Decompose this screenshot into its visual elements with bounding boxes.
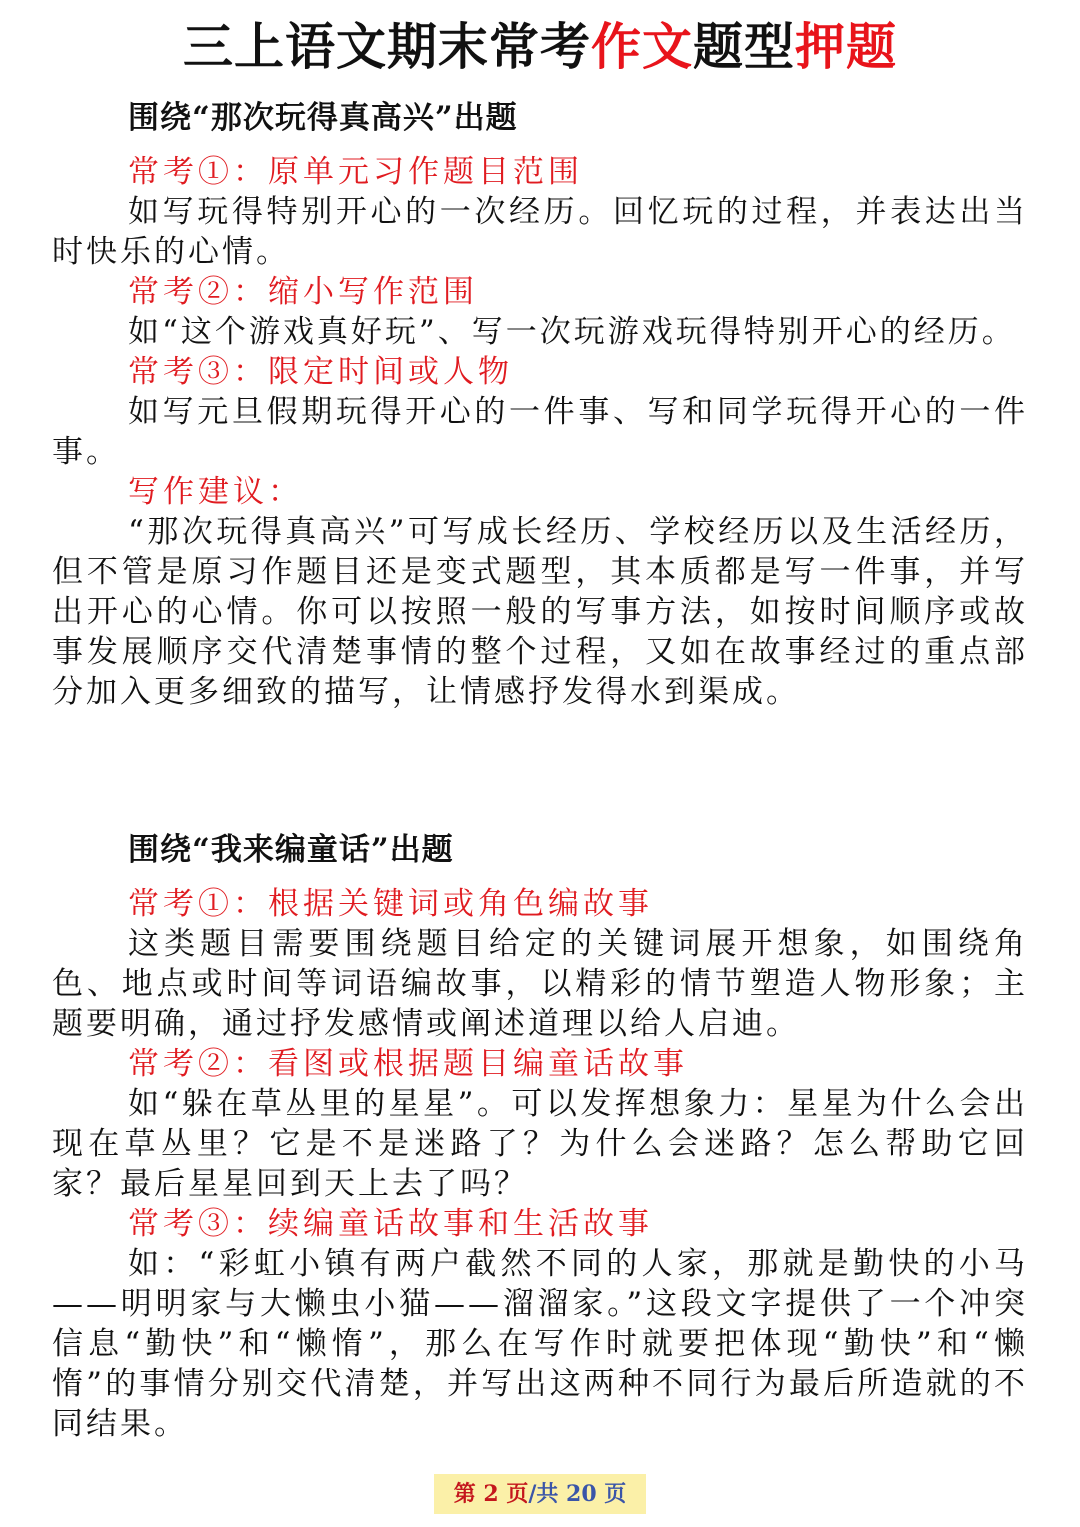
common-type-1-label: 常考①：根据关键词或角色编故事	[128, 886, 653, 922]
common-type-3-text: 如写元旦假期玩得开心的一件事、写和同学玩得开心的一件事。	[52, 394, 1028, 470]
title-part-4: 押题	[795, 18, 897, 76]
common-type-3-label: 常考③：续编童话故事和生活故事	[128, 1206, 653, 1242]
current-page: 第 2 页	[453, 1481, 529, 1507]
page-title	[0, 14, 1080, 80]
writing-advice-text: “那次玩得真高兴”可写成长经历、学校经历以及生活经历，但不管是原习作题目还是变式题型，其本质都是写一件事，并写出开心的心情。你可以按照一般的写事方法，如按时间顺序或故事发展顺序交代清楚事情的整个过程，又如在故事经过的重点部分加入更多细致的描写，让情感抒发得水到渠成。	[52, 514, 1028, 710]
common-type-1-text: 如写玩得特别开心的一次经历。回忆玩的过程，并表达出当时快乐的心情。	[52, 194, 1028, 270]
page-separator: /	[528, 1481, 537, 1507]
common-type-2-label: 常考②：缩小写作范围	[128, 274, 478, 310]
common-type-1-text: 这类题目需要围绕题目给定的关键词展开想象，如围绕角色、地点或时间等词语编故事，以精彩的情节塑造人物形象；主题要明确，通过抒发感情或阐述道理以给人启迪。	[52, 926, 1028, 1042]
writing-advice-label: 写作建议：	[128, 474, 303, 510]
section-fairy-tale	[52, 830, 1028, 1444]
common-type-3-text: 如：“彩虹小镇有两户截然不同的人家，那就是勤快的小马——明明家与大懒虫小猫——溜溜家。”这段文字提供了一个冲突信息“勤快”和“懒惰”，那么在写作时就要把体现“勤快”和“懒惰”的事情分别交代清楚，并写出这两种不同行为最后所造就的不同结果。	[52, 1246, 1028, 1442]
title-part-1: 三上语文期末常考	[183, 18, 591, 76]
total-pages: 共 20 页	[536, 1481, 627, 1507]
section-play-happily	[52, 98, 1028, 712]
common-type-2-text: 如“这个游戏真好玩”、写一次玩游戏玩得特别开心的经历。	[128, 314, 1016, 350]
common-type-2-text: 如“躲在草丛里的星星”。可以发挥想象力：星星为什么会出现在草丛里？它是不是迷路了？为什么会迷路？怎么帮助它回家？最后星星回到天上去了吗？	[52, 1086, 1028, 1202]
common-type-1-label: 常考①：原单元习作题目范围	[128, 154, 583, 190]
section-heading: 围绕“那次玩得真高兴”出题	[128, 100, 518, 136]
title-part-2: 作文	[591, 18, 693, 76]
common-type-3-label: 常考③：限定时间或人物	[128, 354, 513, 390]
section-heading: 围绕“我来编童话”出题	[128, 832, 454, 868]
common-type-2-label: 常考②：看图或根据题目编童话故事	[128, 1046, 688, 1082]
page-indicator	[434, 1474, 646, 1514]
title-part-3: 题型	[693, 18, 795, 76]
